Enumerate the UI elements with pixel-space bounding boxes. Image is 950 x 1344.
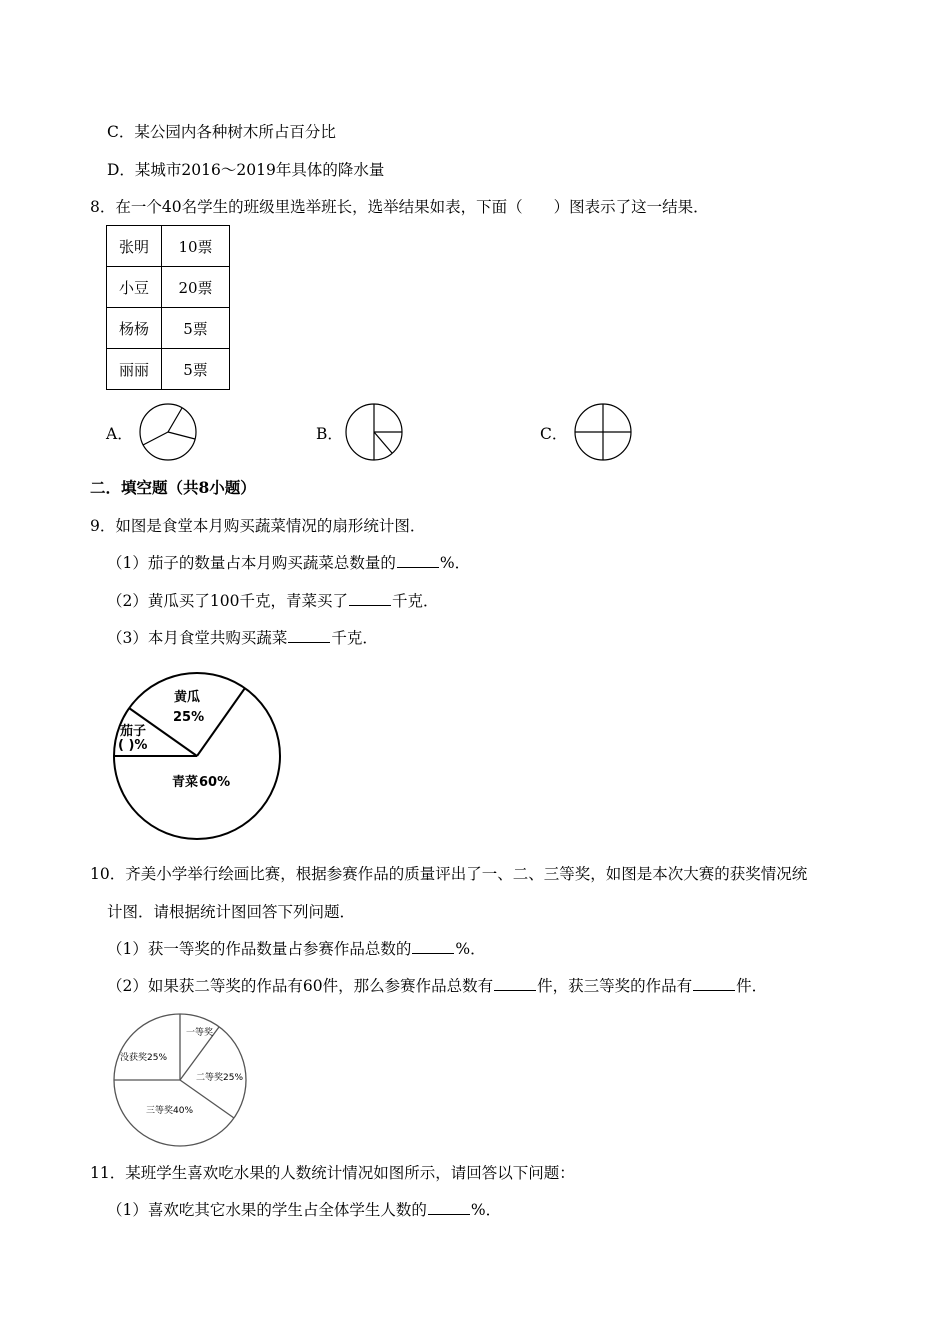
candidate-votes: 20票 [162, 267, 230, 308]
answer-blank[interactable] [428, 1200, 470, 1215]
q8-stem: 8．在一个40名学生的班级里选举班长，选举结果如表，下面（ ）图表示了这一结果． [90, 198, 709, 216]
q10-sub2-text: （2）如果获二等奖的作品有60件，那么参赛作品总数有 [107, 977, 494, 995]
q7-option-d: D．某城市2016～2019年具体的降水量 [107, 161, 385, 179]
option-c-label: C． [540, 425, 568, 443]
candidate-name: 张明 [107, 226, 162, 267]
candidate-name: 丽丽 [107, 349, 162, 390]
q9-sub3-unit: 千克． [331, 629, 378, 647]
q11-sub1 [107, 1200, 501, 1220]
q10-sub1-text: （1）获一等奖的作品数量占参赛作品总数的 [107, 940, 412, 958]
q10-sub1-unit: %． [455, 940, 486, 958]
q9-sub3 [107, 628, 378, 648]
q10-sub2-unit: 件． [736, 977, 768, 995]
candidate-name: 杨杨 [107, 308, 162, 349]
option-c-pie [573, 402, 633, 462]
q10-sub2 [107, 976, 767, 996]
pie-divider [168, 432, 195, 439]
slice-value-greens: 60% [199, 775, 231, 790]
candidate-name: 小豆 [107, 267, 162, 308]
answer-blank[interactable] [693, 976, 735, 991]
slice-label-first-prize: 一等奖 [186, 1028, 214, 1038]
q7-option-c: C．某公园内各种树木所占百分比 [107, 123, 336, 141]
q9-sub2-text: （2）黄瓜买了100千克，青菜买了 [107, 592, 348, 610]
candidate-votes: 5票 [162, 308, 230, 349]
pie-divider [374, 432, 392, 453]
option-a-label: A． [106, 425, 133, 443]
slice-value-cucumber: 25% [173, 710, 205, 725]
q9-sub3-text: （3）本月食堂共购买蔬菜 [107, 629, 288, 647]
candidate-votes: 5票 [162, 349, 230, 390]
section-heading: 二．填空题（共8小题） [90, 478, 256, 497]
q9-sub1-unit: %． [439, 554, 471, 572]
option-b-pie [344, 402, 404, 462]
q10-stem-line2: 计图．请根据统计图回答下列问题． [107, 903, 356, 921]
q9-stem: 9．如图是食堂本月购买蔬菜情况的扇形统计图． [90, 517, 426, 535]
q9-sub2 [107, 591, 438, 611]
table-row [107, 267, 230, 308]
q11-sub1-unit: %． [470, 1201, 502, 1219]
q10-sub2-middle: 件，获三等奖的作品有 [537, 977, 693, 995]
answer-blank[interactable] [397, 553, 439, 568]
answer-blank[interactable] [412, 939, 454, 954]
option-b-label: B． [316, 425, 343, 443]
q9-vegetable-pie-chart [112, 671, 282, 841]
slice-label-third-prize: 三等奖40% [146, 1106, 194, 1116]
slice-label-cucumber: 黄瓜 [174, 690, 201, 705]
answer-blank[interactable] [288, 628, 330, 643]
table-row [107, 308, 230, 349]
q10-award-pie-chart [112, 1013, 248, 1147]
pie-divider [197, 688, 245, 756]
slice-label-second-prize: 二等奖25% [196, 1073, 244, 1083]
answer-blank[interactable] [349, 591, 391, 606]
slice-label-eggplant: 茄子 [120, 724, 147, 739]
q9-sub2-unit: 千克． [391, 592, 439, 610]
q9-sub1-text: （1）茄子的数量占本月购买蔬菜总数量的 [107, 554, 396, 572]
table-row [107, 226, 230, 267]
pie-divider [168, 408, 182, 432]
option-a-pie [138, 402, 198, 462]
slice-label-no-prize: 没获奖25% [120, 1053, 168, 1063]
q10-stem-line1: 10．齐美小学举行绘画比赛，根据参赛作品的质量评出了一、二、三等奖，如图是本次大赛的获奖情况统 [90, 865, 808, 883]
q9-sub1 [107, 553, 470, 573]
q11-sub1-text: （1）喜欢吃其它水果的学生占全体学生人数的 [107, 1201, 427, 1219]
pie-divider [143, 432, 168, 445]
answer-blank[interactable] [494, 976, 536, 991]
vote-table [106, 225, 230, 390]
table-row [107, 349, 230, 390]
q10-sub1 [107, 939, 486, 959]
slice-label-greens: 青菜 [172, 775, 199, 790]
slice-value-eggplant: ( )% [118, 738, 148, 753]
candidate-votes: 10票 [162, 226, 230, 267]
q11-stem: 11．某班学生喜欢吃水果的人数统计情况如图所示，请回答以下问题： [90, 1164, 575, 1182]
